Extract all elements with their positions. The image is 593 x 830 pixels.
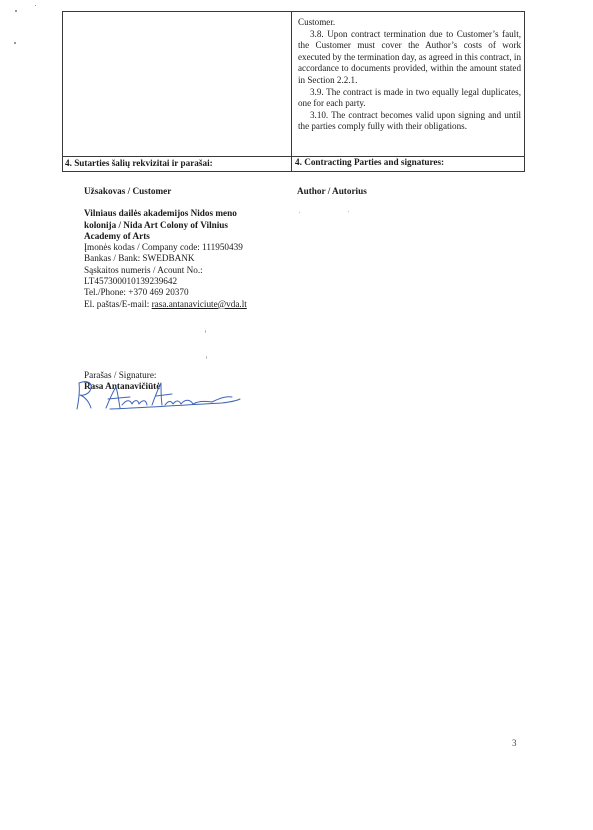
page-number: 3 — [512, 738, 517, 748]
customer-org-name: Vilniaus dailės akademijos Nidos meno — [84, 208, 237, 219]
section-header-en: 4. Contracting Parties and signatures: — [295, 157, 445, 167]
clause-paragraph: 3.8. Upon contract termination due to Customer’s fault, the Customer must cover the Author’s costs of work executed by the termination day, as agreed in this contract, in accordance to documents provided, within the amount stated in Section 2.2.1. — [298, 28, 521, 85]
clauses-row — [62, 11, 525, 157]
customer-heading: Užsakovas / Customer — [84, 186, 172, 196]
clause-paragraph: 3.9. The contract is made in two equally legal duplicates, one for each party. — [298, 86, 521, 109]
company-code: Įmonės kodas / Company code: 111950439 — [84, 242, 243, 253]
clause-paragraph: 3.10. The contract becomes valid upon signing and until the parties comply fully with their obligations. — [298, 109, 521, 132]
author-heading: Author / Autorius — [297, 186, 367, 196]
customer-details — [84, 186, 284, 310]
email-link[interactable]: rasa.antanaviciute@vda.lt — [151, 298, 247, 309]
column-divider — [291, 156, 292, 171]
signature-label: Parašas / Signature: — [84, 370, 157, 380]
phone-number: Tel./Phone: +370 469 20370 — [84, 287, 189, 298]
bank-name: Bankas / Bank: SWEDBANK — [84, 253, 195, 264]
english-clauses-cell — [298, 17, 521, 133]
customer-org-name: kolonija / Nida Art Colony of Vilnius — [84, 219, 228, 230]
section-header-row — [62, 156, 525, 172]
email-line — [84, 299, 284, 310]
lithuanian-column-cell — [63, 12, 292, 156]
handwritten-signature — [72, 374, 244, 414]
section-header-lt: 4. Sutarties šalių rekvizitai ir parašai: — [65, 158, 213, 168]
account-label: Sąskaitos numeris / Acount No.: — [84, 264, 203, 275]
email-label: El. paštas/E-mail: — [84, 298, 152, 309]
account-number: LT457300010139239642 — [84, 276, 178, 287]
signatory-name: Rasa Antanavičiūtė — [84, 381, 161, 392]
customer-org-name: Academy of Arts — [84, 230, 150, 241]
clause-paragraph: Customer. — [298, 17, 336, 27]
contract-table — [62, 11, 525, 172]
